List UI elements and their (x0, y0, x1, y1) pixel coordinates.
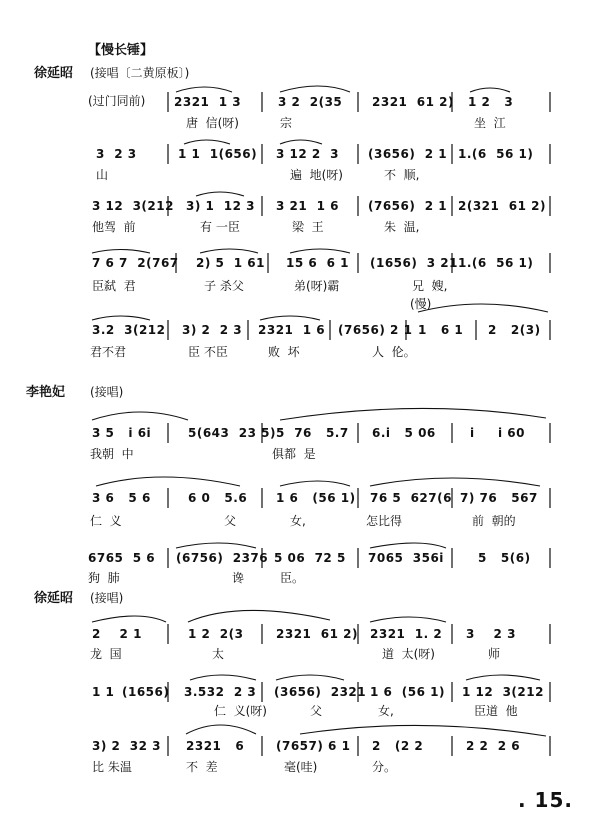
lyric: 山 (96, 168, 109, 182)
notation: 6.i 5 06 (372, 426, 436, 440)
lyric: 龙 国 (90, 647, 122, 661)
role-name: 李艳妃 (26, 385, 66, 400)
tempo-mark: (慢) (410, 297, 432, 311)
lyric: 我朝 中 (90, 447, 134, 461)
notation: 3) 1 12 3 (186, 199, 255, 213)
stage-direction: (接唱) (90, 591, 124, 605)
notation: 3 2 2(35 (278, 95, 343, 109)
notation: 1.(6 56 1) (458, 147, 534, 161)
notation: 3 2 3 (466, 627, 516, 641)
notation: 2321 6 (186, 739, 245, 753)
notation: (7656) 2 1 (368, 199, 448, 213)
notation: 7065 356i (368, 551, 444, 565)
notation: 1 1 1(656) (178, 147, 258, 161)
notation: 3) 2 32 3 (92, 739, 161, 753)
notation: 3 12 2 3 (276, 147, 339, 161)
notation: 2321 61 2) (276, 627, 358, 641)
notation: (3656) 2321 (274, 685, 367, 699)
notation: 1 2 2(3 (188, 627, 244, 641)
lyric: 臣。 (280, 571, 305, 585)
notation: 6765 5 6 (88, 551, 156, 565)
slurs (92, 86, 548, 736)
notation: 2 (2 2 (372, 739, 424, 753)
notation: 2) 5 1 61 (196, 256, 265, 270)
notation: (6756) 2376 (176, 551, 269, 565)
lyric: 仁 义 (90, 514, 122, 528)
notation: (1656) (122, 685, 170, 699)
notation: 3.532 2 3 (184, 685, 257, 699)
lyric: 比 朱温 (92, 760, 132, 774)
lyric: 朱 温, (384, 220, 420, 234)
lyric: 怎比得 (366, 514, 403, 528)
notation: 2 2 2 6 (466, 739, 521, 753)
notation: 7 6 7 2(767 (92, 256, 179, 270)
notation: (7657) 6 1 (276, 739, 351, 753)
notation: 1 12 3(212 (462, 685, 544, 699)
notation: 76 5 627(6 (370, 491, 452, 505)
notation: 3 12 3(212 (92, 199, 174, 213)
notation: 1 6 (56 1) (370, 685, 445, 699)
lyric: 仁 义(呀) (214, 704, 267, 718)
notation: (7656) 2 1 (338, 323, 413, 337)
notation: 1.(6 56 1) (458, 256, 534, 270)
lyric: 臣弑 君 (92, 279, 136, 293)
notation: 1 1 (92, 685, 115, 699)
notation: 2 2(3) (488, 323, 541, 337)
notation: 2321 1. 2 (370, 627, 443, 641)
notation: 3 21 1 6 (276, 199, 339, 213)
lyric: 遍 地(呀) (290, 168, 343, 182)
notation: 3.2 3(212 (92, 323, 166, 337)
lyric: 君不君 (90, 345, 127, 359)
notation: 5 5(6) (478, 551, 531, 565)
notation: 6 0 5.6 (188, 491, 248, 505)
notation: 2321 1 6 (258, 323, 326, 337)
notation: (3656) 2 1 (368, 147, 448, 161)
lyric: 梁 王 (292, 220, 324, 234)
lyric: 女, (290, 514, 306, 528)
notation: 1 2 3 (468, 95, 514, 109)
lyric: 臣道 他 (474, 704, 518, 718)
notation: 2 2 1 (92, 627, 142, 641)
lyric: 道 太(呀) (382, 647, 435, 661)
stage-direction: (过门同前) (88, 94, 146, 108)
notation: 2321 1 3 (174, 95, 242, 109)
lyric: 有 一臣 (200, 220, 240, 234)
notation: 15 6 6 1 (286, 256, 349, 270)
notation: 1 6 (56 1) (276, 491, 356, 505)
lyric: 太 (212, 647, 225, 661)
notation: 2(321 61 2) (458, 199, 546, 213)
lyric: 不 顺, (384, 168, 420, 182)
notation: 5 06 72 5 (274, 551, 346, 565)
lyric: 女, (378, 704, 394, 718)
notation: 3 5 i 6i (92, 426, 152, 440)
bar-lines (168, 92, 550, 756)
lyric: 狗 肺 (88, 571, 120, 585)
lyric: 宗 (280, 116, 293, 130)
lyric: 弟(呀)霸 (294, 279, 340, 293)
lyric: 人 伦。 (372, 345, 416, 359)
lyric: 俱都 是 (272, 447, 316, 461)
lyric: 唐 信(呀) (186, 116, 239, 130)
stage-direction: (接唱〔二黄原板〕) (90, 66, 190, 80)
lyric: 他驾 前 (92, 220, 136, 234)
notation: i i 60 (470, 426, 525, 440)
notation: 3 6 5 6 (92, 491, 151, 505)
notation: 2321 61 2) (372, 95, 454, 109)
role-name: 徐延昭 (34, 591, 74, 606)
notation: 3) 2 2 3 (182, 323, 243, 337)
lyric: 分。 (372, 760, 397, 774)
notation: (1656) 3 21 (370, 256, 458, 270)
notation: 3 2 3 (96, 147, 137, 161)
lyric: 子 杀父 (204, 279, 244, 293)
stage-direction: (接唱) (90, 385, 124, 399)
lyric: 败 坏 (268, 345, 300, 359)
role-name: 徐延昭 (34, 66, 74, 81)
lyric: 臣 不臣 (188, 345, 228, 359)
lyric: 毫(哇) (284, 760, 318, 774)
lyric: 不 差 (186, 760, 218, 774)
lyric: 兄 嫂, (412, 279, 448, 293)
lyric: 父 (310, 704, 323, 718)
page-number: . 15. (518, 788, 573, 812)
lyric: 谗 (232, 571, 245, 585)
lyric: 前 朝的 (472, 514, 516, 528)
notation: 5 76 5.7 (276, 426, 349, 440)
notation: 5(643 23 5) (188, 426, 276, 440)
lyric: 父 (224, 514, 237, 528)
section-title: 【慢长锤】 (88, 43, 154, 58)
lyric: 坐 江 (474, 116, 506, 130)
lyric: 师 (488, 647, 501, 661)
notation: 7) 76 567 (460, 491, 538, 505)
notation: 1 6 1 (418, 323, 464, 337)
